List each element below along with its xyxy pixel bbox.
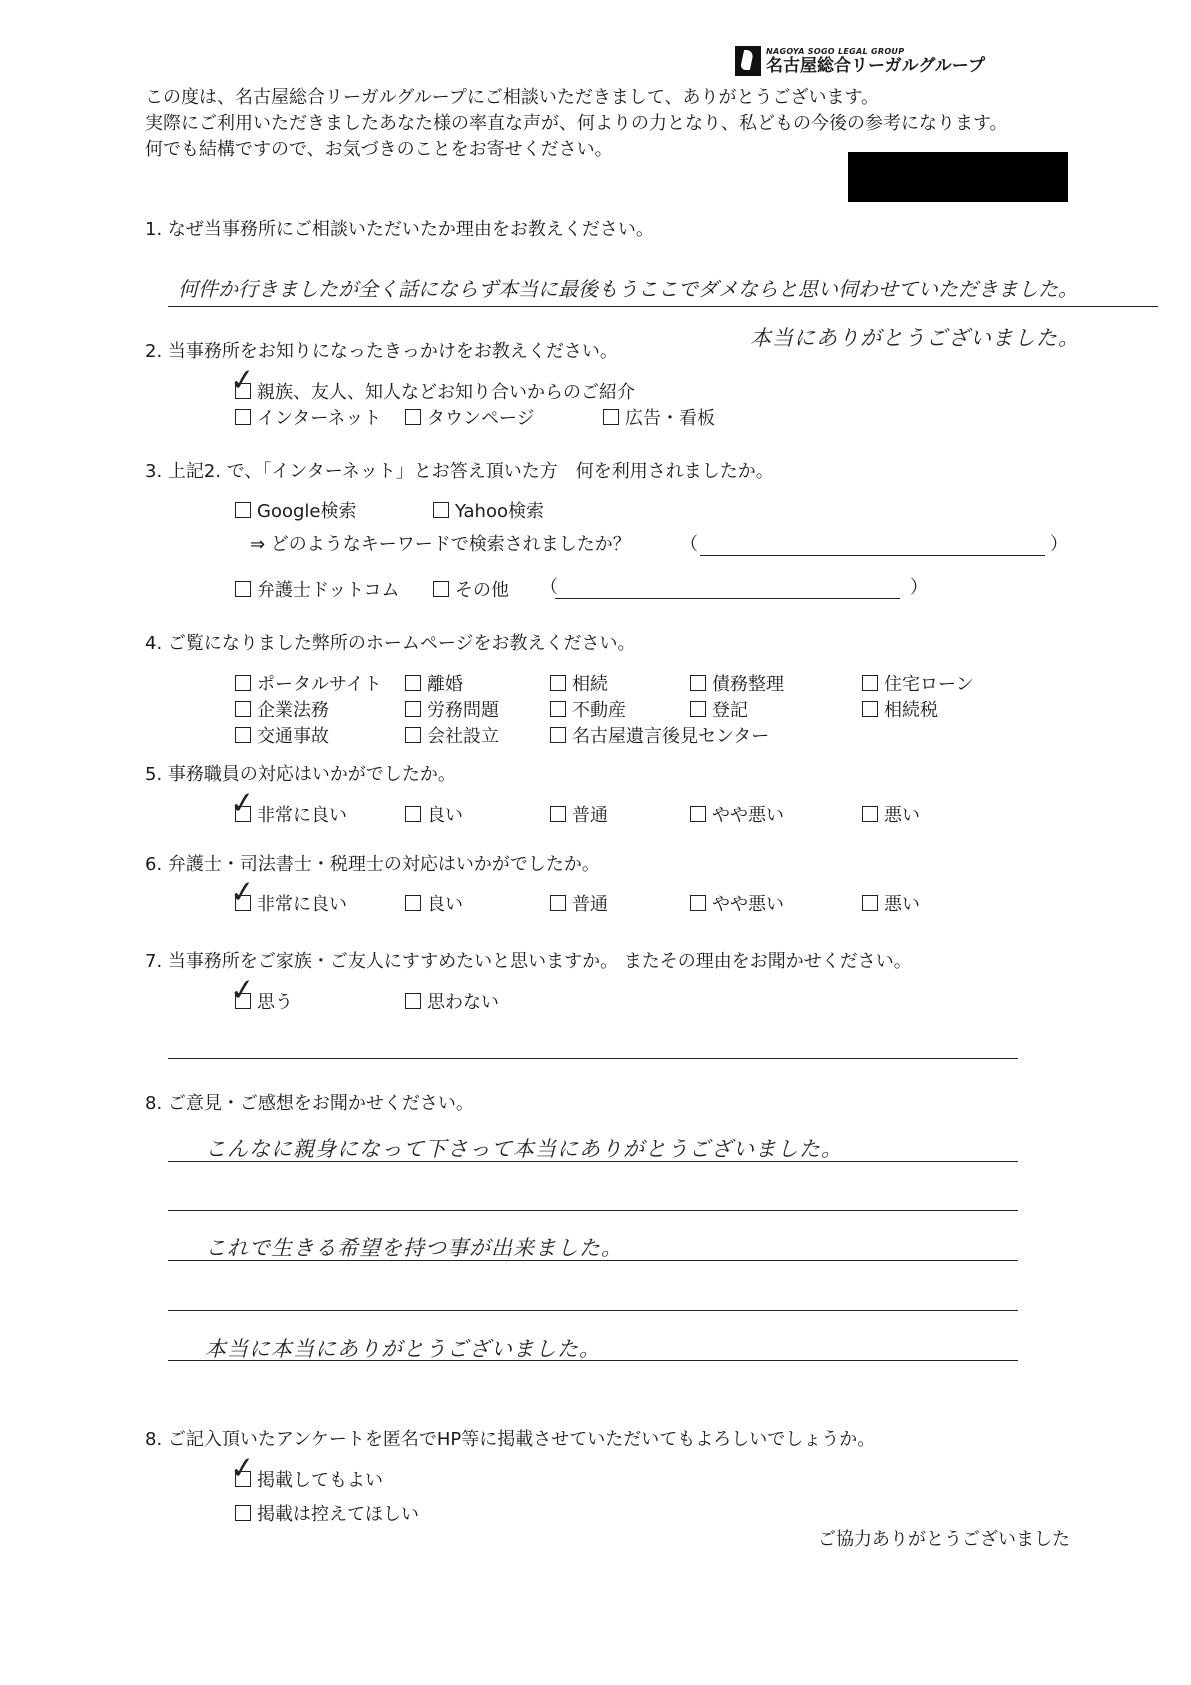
option-label: その他 [455,580,509,601]
option-label: 悪い [884,805,920,826]
q7-option-yes[interactable] [228,971,293,1014]
q3-other-field[interactable] [555,598,900,599]
q4-option-divorce[interactable] [405,670,463,696]
option-label: 登記 [712,700,748,721]
option-label: 掲載は控えてほしい [257,1504,419,1525]
closing-text: ご協力ありがとうございました [818,1529,1070,1550]
option-label: 相続 [572,674,608,695]
checkbox[interactable] [235,502,251,518]
q4-option-inheritance[interactable] [550,670,608,696]
q8-answer-line-3: これで生きる希望を持つ事が出来ました。 [205,1236,623,1260]
checkbox[interactable] [433,502,449,518]
q5-option-normal[interactable] [550,801,608,827]
option-label: 普通 [572,805,608,826]
checkbox[interactable] [235,581,251,597]
checkbox[interactable] [405,409,421,425]
q1-answer-line-1: 何件か行きましたが全く話にならず本当に最後もうここでダメならと思い伺わせていただきました。 [178,277,1078,301]
checkbox[interactable] [690,701,706,717]
q5-label: 5. 事務職員の対応はいかがでしたか。 [145,764,456,785]
option-label: やや悪い [712,805,784,826]
q2-option-referral[interactable] [228,361,635,404]
q5-option-good[interactable] [405,801,463,827]
q1-answer-line-2: 本当にありがとうございました。 [750,326,1080,350]
logo-japanese: 名古屋総合リーガルグループ [766,55,985,76]
q3-other-paren-open: （ [540,577,558,598]
checkbox[interactable] [550,895,566,911]
q4-option-traffic[interactable] [235,722,329,748]
q6-option-good[interactable] [405,890,463,916]
q4-option-inheritance-tax[interactable] [862,696,938,722]
q6-option-very-good[interactable] [228,873,347,916]
q4-option-will-center[interactable] [550,722,769,748]
checkbox[interactable] [550,727,566,743]
option-label: 相続税 [884,700,938,721]
q3-option-other[interactable] [433,576,509,602]
q2-option-internet[interactable] [235,404,381,430]
option-label: やや悪い [712,894,784,915]
option-label: 交通事故 [257,726,329,747]
q4-option-corporate[interactable] [235,696,329,722]
q6-option-somewhat-bad[interactable] [690,890,784,916]
option-label: 企業法務 [257,700,329,721]
option-label: 掲載してもよい [257,1470,383,1491]
q4-option-registration[interactable] [690,696,748,722]
q3-option-google[interactable] [235,497,356,523]
checkbox[interactable] [690,675,706,691]
q8-label: 8. ご意見・ご感想をお聞かせください。 [145,1093,474,1114]
check-mark-icon: ✓ [228,1449,257,1488]
option-label: 非常に良い [257,805,347,826]
checkbox[interactable] [862,701,878,717]
q8-line-4[interactable] [168,1310,1018,1311]
checkbox[interactable] [690,895,706,911]
option-label: 良い [427,894,463,915]
intro-line-1: この度は、名古屋総合リーガルグループにご相談いただきまして、ありがとうございます。 [145,87,880,108]
q9-option-allow[interactable] [228,1449,383,1492]
checkbox[interactable] [433,581,449,597]
option-label: Yahoo検索 [455,501,544,522]
q3-keyword-paren-close: ） [1050,534,1068,555]
q8-answer-line-1: こんなに親身になって下さって本当にありがとうございました。 [205,1137,843,1161]
checkbox[interactable] [862,675,878,691]
checkbox[interactable] [228,873,257,912]
q6-label: 6. 弁護士・司法書士・税理士の対応はいかがでしたか。 [145,854,600,875]
q8-answer-line-5: 本当に本当にありがとうございました。 [205,1337,601,1361]
check-mark-icon: ✓ [228,971,257,1010]
q4-option-labor[interactable] [405,696,499,722]
option-label: ポータルサイト [257,674,382,695]
q5-option-very-good[interactable] [228,784,347,827]
q9-option-decline[interactable] [235,1500,419,1526]
checkbox[interactable] [235,1505,251,1521]
q1-label: 1. なぜ当事務所にご相談いただいたか理由をお教えください。 [145,219,654,240]
option-label: 労務問題 [427,700,499,721]
q9-label: 8. ご記入頂いたアンケートを匿名でHP等に掲載させていただいてもよろしいでしょうか。 [145,1429,876,1450]
checkbox[interactable] [603,409,619,425]
q5-option-somewhat-bad[interactable] [690,801,784,827]
q3-option-bengoshi[interactable] [235,576,400,602]
q3-keyword-field[interactable] [700,555,1045,556]
checkbox[interactable] [550,675,566,691]
checkbox[interactable] [405,806,421,822]
option-label: 弁護士ドットコム [257,580,400,601]
q3-keyword-paren-open: （ [680,534,698,555]
checkbox[interactable] [235,409,251,425]
check-mark-icon: ✓ [228,873,257,912]
option-label: 悪い [884,894,920,915]
q6-option-normal[interactable] [550,890,608,916]
q8-line-2[interactable] [168,1210,1018,1211]
option-label: インターネット [257,408,382,429]
checkbox[interactable] [405,701,421,717]
option-label: 親族、友人、知人などお知り合いからのご紹介 [257,382,635,403]
checkbox[interactable] [228,971,257,1010]
checkbox[interactable] [550,701,566,717]
option-label: Google検索 [257,501,357,522]
intro-line-2: 実際にご利用いただきましたあなた様の率直な声が、何よりの力となり、私どもの今後の参考になります。 [145,113,1008,134]
q7-reason-line[interactable] [168,1058,1018,1059]
option-label: 広告・看板 [625,408,715,429]
option-label: 債務整理 [712,674,784,695]
check-mark-icon: ✓ [228,784,257,823]
checkbox[interactable] [690,806,706,822]
option-label: 会社設立 [427,726,499,747]
q4-option-realestate[interactable] [550,696,626,722]
check-mark-icon: ✓ [228,361,257,400]
option-label: 良い [427,805,463,826]
intro-line-3: 何でも結構ですので、お気づきのことをお寄せください。 [145,139,613,160]
checkbox[interactable] [405,675,421,691]
q5-option-bad[interactable] [862,801,920,827]
checkbox[interactable] [862,806,878,822]
option-label: 名古屋遺言後見センター [572,726,770,747]
q4-option-portal[interactable] [235,670,382,696]
q7-option-no[interactable] [405,988,499,1014]
q8-line-5[interactable] [168,1360,1018,1361]
q8-line-3[interactable] [168,1260,1018,1261]
option-label: 離婚 [427,674,463,695]
option-label: 非常に良い [257,894,347,915]
checkbox[interactable] [550,806,566,822]
q6-option-bad[interactable] [862,890,920,916]
q3-option-yahoo[interactable] [433,497,544,523]
logo [735,46,985,76]
q4-option-incorporation[interactable] [405,722,499,748]
checkbox[interactable] [405,895,421,911]
q2-option-townpage[interactable] [405,404,535,430]
checkbox[interactable] [235,701,251,717]
checkbox[interactable] [228,361,257,400]
option-label: 普通 [572,894,608,915]
q3-label: 3. 上記2. で、「インターネット」とお答え頂いた方 何を利用されましたか。 [145,461,774,482]
option-label: 不動産 [572,700,626,721]
checkbox[interactable] [405,993,421,1009]
q7-label: 7. 当事務所をご家族・ご友人にすすめたいと思いますか。 またその理由をお聞かせください。 [145,951,912,972]
checkbox[interactable] [228,1449,257,1488]
logo-english: NAGOYA SOGO LEGAL GROUP [766,46,905,56]
checkbox[interactable] [235,727,251,743]
checkbox[interactable] [228,784,257,823]
q8-line-1[interactable] [168,1161,1018,1162]
option-label: タウンページ [427,408,535,429]
option-label: 住宅ローン [884,674,974,695]
q4-option-debt[interactable] [690,670,784,696]
checkbox[interactable] [862,895,878,911]
checkbox[interactable] [235,675,251,691]
q3-keyword-prompt: ⇒ どのようなキーワードで検索されましたか？ [250,534,631,555]
redaction-box [848,152,1068,202]
option-label: 思わない [427,992,499,1013]
logo-mark-icon [735,46,761,76]
q2-option-ad[interactable] [603,404,715,430]
option-label: 思う [257,992,293,1013]
q4-label: 4. ご覧になりました弊所のホームページをお教えください。 [145,633,636,654]
q3-other-paren-close: ） [910,577,928,598]
q2-label: 2. 当事務所をお知りになったきっかけをお教えください。 [145,341,618,362]
checkbox[interactable] [405,727,421,743]
q1-answer-underline [168,306,1158,307]
q4-option-mortgage[interactable] [862,670,974,696]
